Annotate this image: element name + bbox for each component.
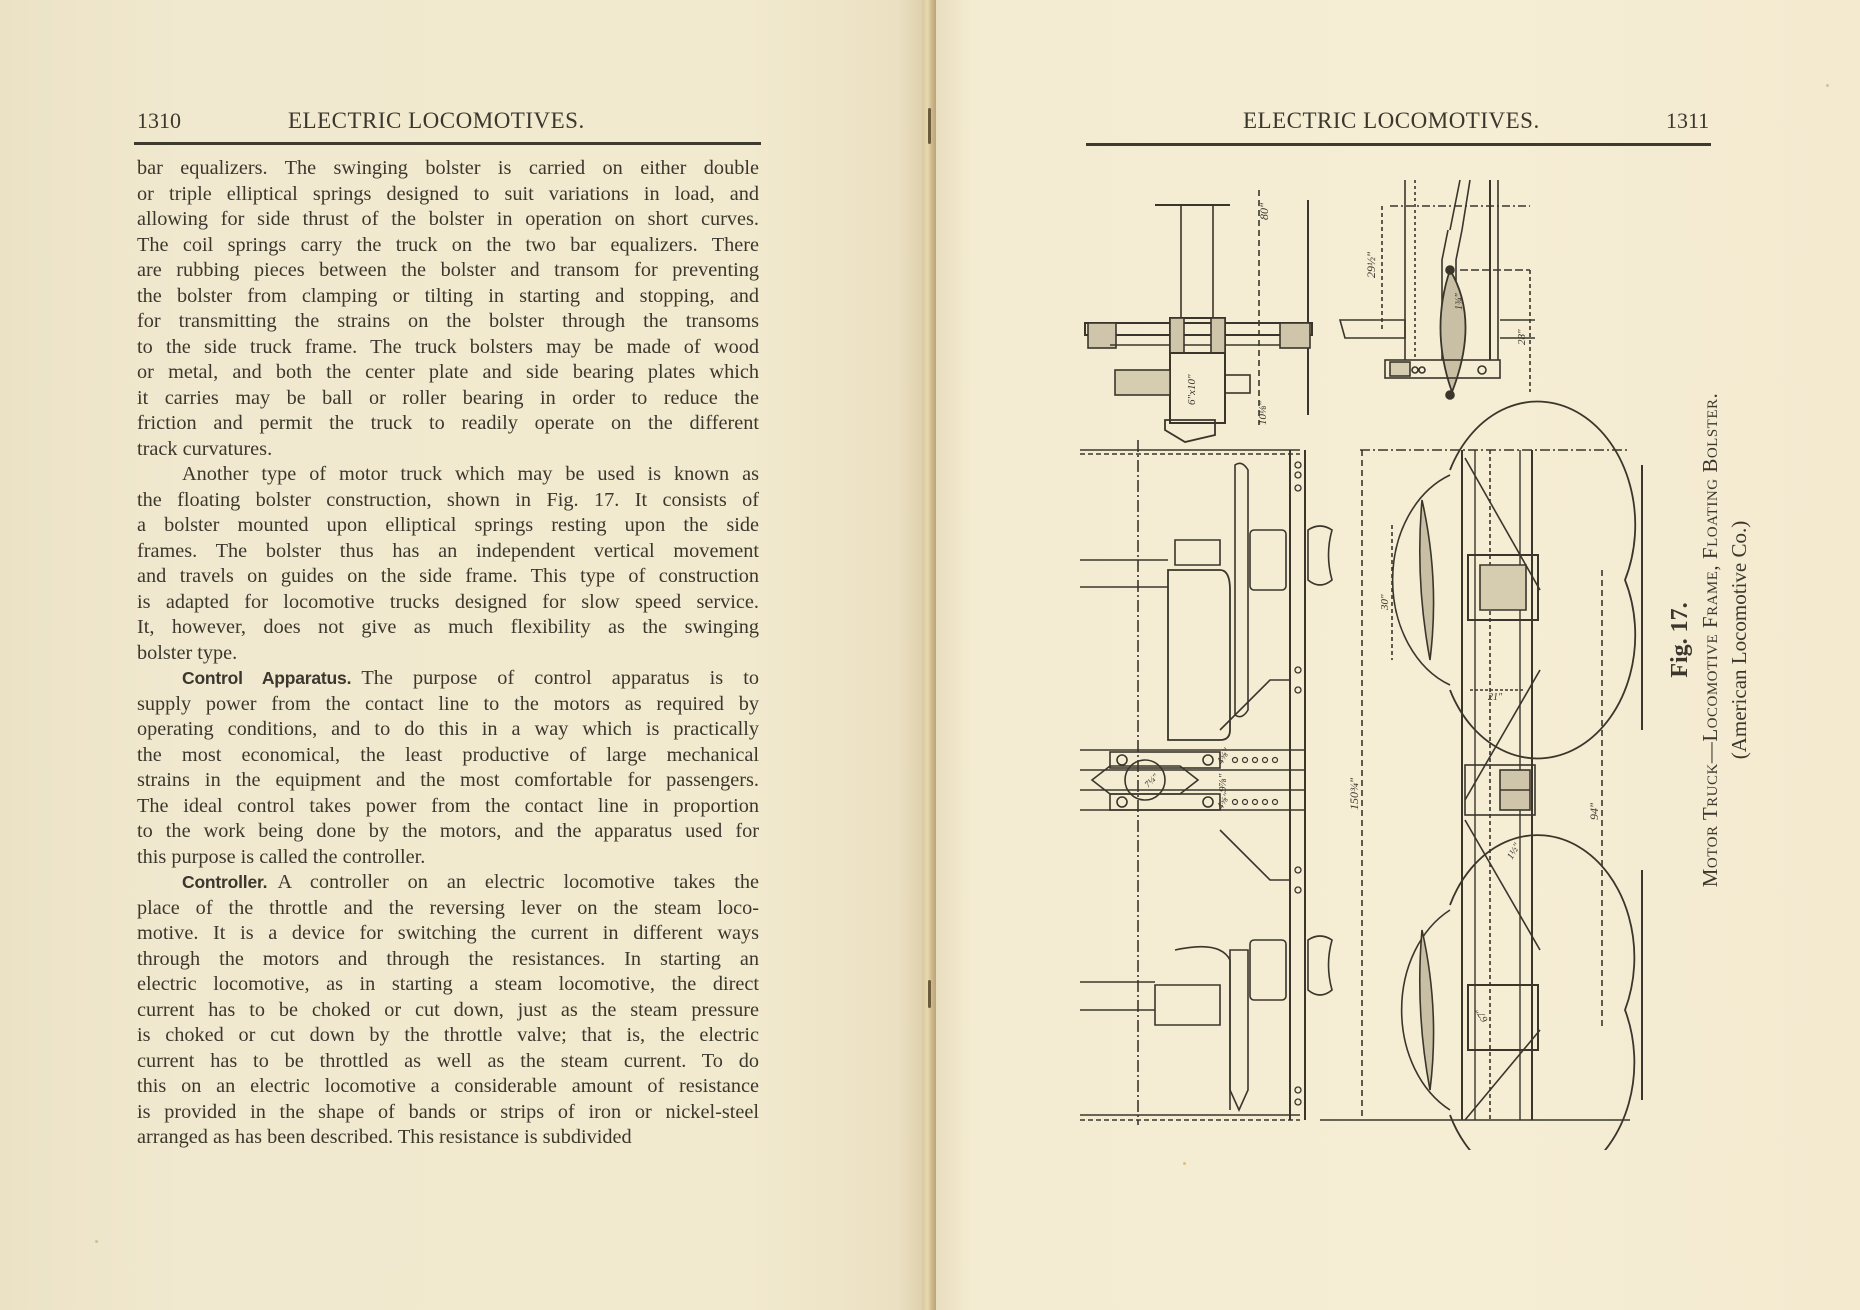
line-text: for transmitting the strains on the bolster through the transoms (137, 310, 759, 332)
svg-text:30": 30" (1379, 594, 1391, 610)
text-line (137, 819, 759, 845)
gutter-mark (928, 108, 931, 144)
svg-text:28": 28" (1516, 329, 1528, 345)
text-line (137, 870, 759, 896)
text-line (137, 1049, 759, 1075)
line-text: operating conditions, and to do this in a way which is practically (137, 718, 759, 740)
text-line (137, 360, 759, 386)
text-line (137, 896, 759, 922)
svg-text:1¾": 1¾" (1454, 293, 1465, 310)
gutter-mark (928, 980, 931, 1008)
line-text: it carries may be ball or roller bearing in order to reduce the (137, 386, 759, 409)
text-line (137, 386, 759, 412)
svg-text:67": 67" (1473, 1006, 1491, 1024)
line-text: a bolster mounted upon elliptical springs resting upon the side (137, 514, 759, 536)
text-line (137, 462, 759, 488)
text-line (137, 335, 759, 361)
figure-credit: (American Locomotive Co.) (1727, 520, 1751, 760)
svg-text:150¾": 150¾" (1347, 777, 1361, 810)
line-text: electric locomotive, as in starting a steam locomotive, the direct (137, 973, 759, 995)
line-text: Another type of motor truck which may be used is known as (182, 463, 759, 485)
text-line (137, 972, 759, 998)
line-text: or metal, and both the center plate and side bearing plates which (137, 361, 759, 383)
line-text: strains in the equipment and the most comfortable for passengers. (137, 769, 759, 791)
line-text: current has to be throttled as well as the steam current. To do (137, 1049, 759, 1072)
line-text: this on an electric locomotive a considerable amount of resistance (137, 1075, 759, 1097)
right-header-rule (1086, 143, 1711, 146)
svg-text:21": 21" (1488, 692, 1503, 703)
line-text: the most economical, the least productive of large mechanical (137, 743, 759, 766)
line-text: place of the throttle and the reversing lever on the steam loco- (137, 896, 759, 919)
main-plan-view (1080, 402, 1642, 1150)
line-text: and travels on guides on the side frame. This type of construction (137, 565, 759, 587)
paper-speck (1183, 1162, 1186, 1165)
text-line (137, 488, 759, 514)
section-heading: Control Apparatus. (182, 668, 352, 688)
text-line (137, 258, 759, 284)
line-text: to the work being done by the motors, and the apparatus used for (137, 820, 759, 842)
figure-label: Fig. 17. (1667, 602, 1693, 678)
line-text: arranged as has been described. This resistance is subdivided (137, 1126, 632, 1148)
line-text: supply power from the contact line to the motors as required by (137, 692, 759, 715)
left-page-body (137, 156, 759, 1151)
left-header-rule (134, 142, 761, 145)
line-text: through the motors and through the resistances. In starting an (137, 947, 759, 970)
text-line (137, 590, 759, 616)
svg-text:80": 80" (1257, 202, 1271, 220)
paper-speck (95, 1240, 98, 1243)
text-line (137, 1125, 759, 1151)
svg-text:4⅝": 4⅝" (1215, 791, 1233, 812)
text-line (137, 641, 759, 667)
text-line (137, 284, 759, 310)
svg-text:6"x10": 6"x10" (1186, 374, 1198, 405)
line-text: is provided in the shape of bands or strips of iron or nickel-steel (137, 1100, 759, 1123)
line-text: the floating bolster construction, shown in Fig. 17. It consists of (137, 488, 759, 511)
line-text: is adapted for locomotive trucks designed for slow speed service. (137, 590, 759, 613)
line-text: The coil springs carry the truck on the two bar equalizers. There (137, 233, 759, 256)
text-line (137, 743, 759, 769)
svg-text:1½": 1½" (1505, 841, 1523, 862)
text-line (137, 666, 759, 692)
text-line (137, 437, 759, 463)
svg-text:7¼": 7¼" (1142, 771, 1161, 790)
paper-speck (1826, 84, 1829, 87)
line-text: The ideal control takes power from the contact line in proportion (137, 794, 759, 817)
text-line (137, 564, 759, 590)
line-text: current has to be choked or cut down, just as the steam pressure (137, 998, 759, 1021)
figure-title: Motor Truck—Locomotive Frame, Floating Bolster. (1698, 392, 1722, 888)
line-text: or triple elliptical springs designed to suit variations in load, and (137, 182, 759, 205)
text-line (137, 921, 759, 947)
right-page-number: 1311 (1666, 108, 1710, 133)
section-heading: Controller. (182, 872, 268, 892)
line-text: frames. The bolster thus has an independent vertical movement (137, 539, 759, 562)
line-text: this purpose is called the controller. (137, 845, 426, 868)
book-gutter (922, 0, 936, 1310)
text-line (137, 207, 759, 233)
text-line (137, 1074, 759, 1100)
line-text: are rubbing pieces between the bolster and transom for preventing (137, 259, 759, 281)
line-text: motive. It is a device for switching the current in different ways (137, 922, 759, 944)
line-text: bolster type. (137, 641, 238, 664)
text-line (137, 998, 759, 1024)
left-running-head: ELECTRIC LOCOMOTIVES. (288, 108, 585, 133)
text-line (137, 845, 759, 871)
line-text: A controller on an electric locomotive takes the (277, 871, 759, 893)
figure-caption (1665, 320, 1753, 960)
text-line (137, 513, 759, 539)
text-line (137, 794, 759, 820)
line-text: bar equalizers. The swinging bolster is carried on either double (137, 157, 759, 179)
text-line (137, 309, 759, 335)
line-text: It, however, does not give as much flexibility as the swinging (137, 616, 759, 638)
text-line (137, 615, 759, 641)
text-line (137, 717, 759, 743)
text-line (137, 411, 759, 437)
line-text: friction and permit the truck to readily operate on the different (137, 412, 759, 434)
right-running-head: ELECTRIC LOCOMOTIVES. (1243, 108, 1540, 133)
svg-text:4⅝": 4⅝" (1215, 746, 1233, 767)
top-left-view (1085, 190, 1312, 442)
line-text: the bolster from clamping or tilting in starting and stopping, and (137, 284, 759, 307)
line-text: allowing for side thrust of the bolster in operation on short curves. (137, 208, 759, 230)
svg-text:9⅞": 9⅞" (1217, 773, 1229, 792)
left-page-number: 1310 (137, 108, 181, 133)
text-line (137, 156, 759, 182)
text-line (137, 1023, 759, 1049)
line-text: is choked or cut down by the throttle valve; that is, the electric (137, 1024, 759, 1046)
text-line (137, 768, 759, 794)
line-text: track curvatures. (137, 437, 273, 460)
text-line (137, 1100, 759, 1126)
svg-text:29½": 29½" (1364, 251, 1378, 278)
svg-text:10⅛": 10⅛" (1257, 401, 1269, 425)
top-right-view (1340, 180, 1535, 399)
line-text: to the side truck frame. The truck bolsters may be made of wood (137, 335, 759, 358)
text-line (137, 182, 759, 208)
text-line (137, 692, 759, 718)
figure-17-drawing (1070, 170, 1650, 1150)
svg-text:94": 94" (1587, 802, 1601, 820)
line-text: The purpose of control apparatus is to (361, 667, 759, 689)
text-line (137, 233, 759, 259)
text-line (137, 947, 759, 973)
text-line (137, 539, 759, 565)
